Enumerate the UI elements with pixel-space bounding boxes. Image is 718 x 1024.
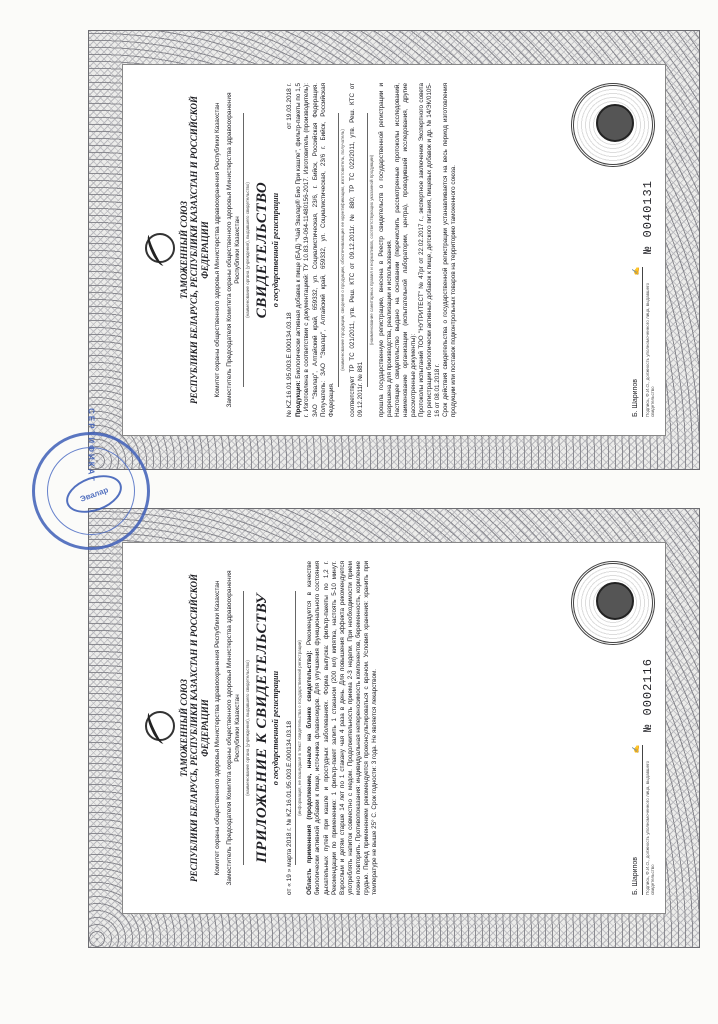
appendix-body [122, 542, 666, 914]
appendix-sheet [88, 508, 700, 948]
countries-title: РЕСПУБЛИКИ БЕЛАРУСЬ, РЕСПУБЛИКИ КАЗАХСТАН И РОССИЙСКОЙ ФЕДЕРАЦИИ [189, 96, 210, 404]
authority-note: (наименование органа (учреждения), выдавшего свидетельство) [243, 113, 250, 387]
customs-union-emblem-icon [137, 709, 175, 747]
date-label: от [286, 122, 294, 129]
deputy-name: Заместитель Председателя Комитета охраны общественного здоровья Министерства здравоохранения Республики Казахстан [225, 92, 241, 408]
number-label: № [286, 410, 294, 417]
compliance-label: соответствует [348, 376, 356, 417]
doc-subtitle: о государственной регистрации [271, 192, 281, 308]
registration-text: прошла государственную регистрацию, внесена в Реестр свидетельств о государственной регистрации и разрешена для производства, реализации и использования. [377, 83, 393, 417]
signer-name: Б. Шарипов [632, 379, 639, 417]
product-label: Продукция: [295, 380, 303, 417]
date-row [286, 561, 293, 895]
basis-text: Настоящее свидетельство выдано на основании (перечислить рассмотренные протоколы исследований, наименование организации (испытательной лаборатории, центра), проводившей исследования, другие рассмотренные документы): [393, 83, 417, 417]
countries-title: РЕСПУБЛИКИ БЕЛАРУСЬ, РЕСПУБЛИКИ КАЗАХСТАН И РОССИЙСКОЙ ФЕДЕРАЦИИ [189, 574, 210, 882]
serial-number: № 0040131 [641, 180, 655, 254]
stamp-center-text: Эвалар [61, 468, 127, 520]
date-note: (информация, не вошедшая в текст свидетельства о государственной регистрации) [295, 591, 302, 865]
union-title: ТАМОЖЕННЫЙ СОЮЗ [179, 201, 189, 299]
company-stamp-icon [32, 408, 150, 550]
serial-number: № 0002116 [641, 658, 655, 732]
certificate-body [122, 64, 666, 436]
protocols-text: Протоколы испытаний ТОО "НУТРИТЕСТ" № 47рг от 22.02.2017 г., экспертное заключение Экспертного совета по регистрации биологически активных добавок к пище, детского питания, пищевых добавок и др. № 14/ЭК/0105-16 от 08.01.2018 г. [417, 83, 442, 417]
appendix-footer [571, 561, 655, 895]
customs-union-emblem-icon [137, 231, 175, 269]
official-seal-icon [571, 561, 655, 645]
number-row [286, 83, 293, 417]
certificate-footer [571, 83, 655, 417]
appendix-date-line: от « 19 » марта 2018 г. № KZ.16.01.95.003.E.000134.03.18 [286, 720, 294, 895]
compliance-text: ТР ТС 021/2011, утв. Реш. КТС от 09.12.2011г. № 880; ТР ТС 022/2011, утв. Реш. КТС от 09.12.2011г. № 881 [348, 82, 364, 417]
signer-name: Б. Шарипов [632, 857, 639, 895]
union-title: ТАМОЖЕННЫЙ СОЮЗ [179, 679, 189, 777]
doc-subtitle: о государственной регистрации [271, 670, 281, 786]
compliance-note: (наименование санитарных правил и нормативов, соответствующих указанной продукции) [367, 113, 374, 387]
certificate-number: KZ.16.01.95.003.E.000134.03.18 [286, 312, 294, 409]
validity-text: Срок действия свидетельства о государственной регистрации устанавливается на весь период изготовления продукции или поставок подконтрольных товаров на территорию таможенного союза. [442, 83, 458, 417]
signature-block: Б. Шарипов ✍ Подпись, Ф.И.О., должность уполномоченного лица, выдавшего свидетельство [632, 745, 655, 895]
signer-caption: Подпись, Ф.И.О., должность уполномоченного лица, выдавшего свидетельство [645, 760, 655, 895]
signer-caption: Подпись, Ф.И.О., должность уполномоченного лица, выдавшего свидетельство [645, 282, 655, 417]
ministry-name: Комитет охраны общественного здоровья Министерства здравоохранения Республики Казахстан [214, 102, 222, 398]
certificate-date: 19.03.2018 г. [286, 83, 294, 121]
deputy-name: Заместитель Председателя Комитета охраны общественного здоровья Министерства здравоохранения Республики Казахстан [225, 570, 241, 886]
doc-title: ПРИЛОЖЕНИЕ К СВИДЕТЕЛЬСТВУ [254, 593, 271, 863]
ministry-name: Комитет охраны общественного здоровья Министерства здравоохранения Республики Казахстан [214, 580, 222, 876]
scope-label: Область применения (продолжение, начало на бланке свидетельства): [306, 650, 314, 895]
stamp-ring-text: СЕРТИФИКАТ [86, 408, 96, 483]
authority-note: (наименование органа (учреждения), выдавшего свидетельство) [243, 591, 250, 865]
official-seal-icon [571, 83, 655, 167]
product-note: (наименование продукции, сведения о продукции, обеспечивающие ее идентификацию, изготовитель, получатель) [338, 113, 345, 387]
doc-title: СВИДЕТЕЛЬСТВО [254, 181, 271, 319]
scope-text: Рекомендуется в качестве биологически активной добавки к пище, источника флавоноидов. Для улучшения функционального состояния дыхательных путей при кашле и простудных заболеваниях. Форма выпуска: фильтр-пакеты по 1,2 г. Рекомендации по применению: 1 фильтр-пакет залить 1 стаканом (200 мл) кипятка, настоять 5-10 минут. Взрослым и детям старше 14 лет по 1 стакану чая 4 раза в день. Для повышения эффекта рекомендуется употреблять напиток совместно с медом. Продолжительность приема 2-3 недели. При необходимости прием можно повторить. Противопоказания: индивидуальная непереносимость компонентов, беременность, кормление грудью. Перед применением рекомендуется проконсультироваться с врачом. Условия хранения: хранить при температуре не выше 25° С. Срок годности: 3 года. Не является лекарством. [306, 560, 378, 895]
certificate-sheet [88, 30, 700, 470]
signature-block: Б. Шарипов ✍ Подпись, Ф.И.О., должность уполномоченного лица, выдавшего свидетельство [632, 267, 655, 417]
product-text: Биологически активная добавка к пище (БАД) "Чай Эвалар® Био При кашле", фильтр-пакеты по 1,5 г. Изготовлена в соответствии с документацией: ТУ 10.83.19-064-11480156-2017. Изготовитель (производитель): ЗАО "Эвалар", Алтайский край, 659332, ул. Социалистическая, 23/6, г. Бийск, Российская Федерация. Получатель: ЗАО "Эвалар", Алтайский край, 659332, ул. Социалистическая, 23/6 г. Бийск, Российская Федерация. [295, 82, 335, 417]
